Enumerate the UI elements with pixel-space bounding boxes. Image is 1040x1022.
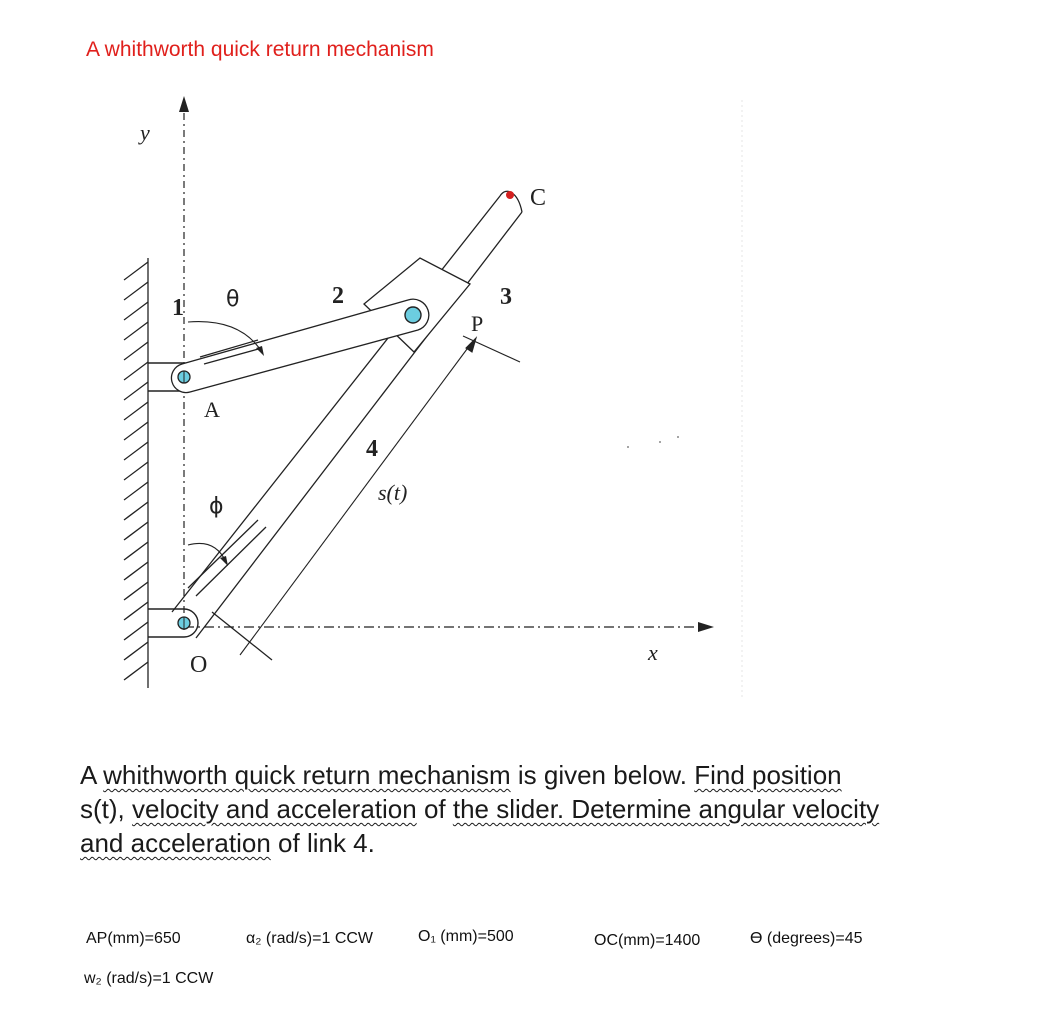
param-alpha2: α₂ (rad/s)=1 CCW [246,930,374,947]
point-C-marker [506,191,514,199]
label-link-1: 1 [172,295,184,321]
phi-arc [188,543,226,562]
label-link-4: 4 [366,436,378,462]
label-s-t: s(t) [378,480,408,505]
label-link-2: 2 [332,283,344,309]
param-ap: AP(mm)=650 [86,930,181,947]
label-x-axis: x [648,640,658,665]
param-theta: ϴ (degrees)=45 [750,930,863,947]
label-point-C: C [530,185,547,211]
problem-line-2: s(t), velocity and acceleration of the slider. Determine angular velocity [80,794,880,824]
label-point-P: P [471,311,484,336]
ground-wall [124,258,148,688]
phi-arrowhead [220,556,228,566]
problem-line-1: A whithworth quick return mechanism is given below. Find position [80,760,842,790]
param-w2: w₂ (rad/s)=1 CCW [84,970,214,987]
page-title: A whithworth quick return mechanism [86,38,434,61]
label-theta: θ [226,287,240,312]
label-phi: ϕ [209,494,224,519]
label-y-axis: y [140,120,150,145]
problem-statement [80,758,1020,860]
label-link-3: 3 [500,284,512,310]
pin-P [405,307,421,323]
label-point-A: A [204,397,220,422]
problem-line-3: and acceleration of link 4. [80,828,375,858]
param-oc: OC(mm)=1400 [594,932,701,949]
link-4 [172,191,522,660]
link-2 [171,299,428,392]
dotted-trail [627,436,679,448]
label-point-O: O [190,652,208,678]
param-oa: O₁ (mm)=500 [418,928,514,945]
